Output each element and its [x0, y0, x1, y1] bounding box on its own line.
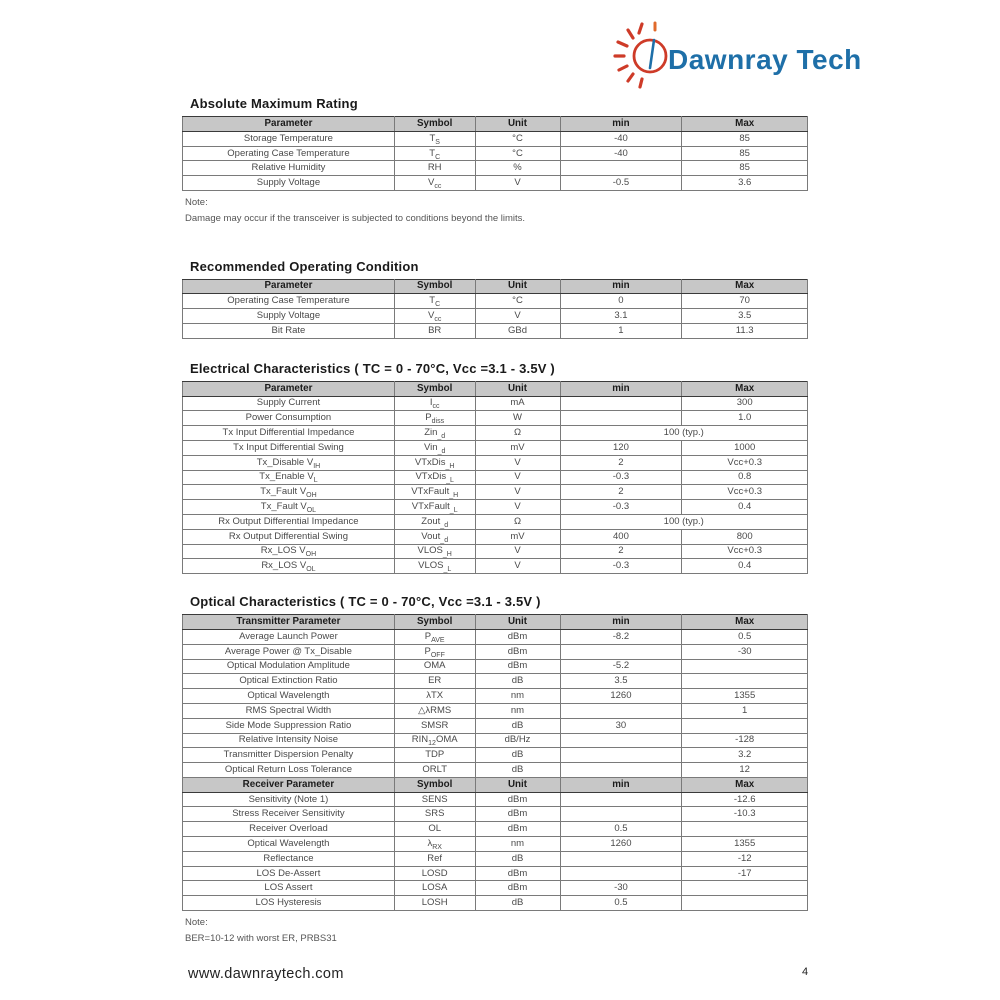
table-cell: 1260 [560, 689, 682, 704]
column-header: Parameter [183, 117, 395, 132]
table-cell: dB [475, 763, 560, 778]
table-cell: $RIN_{12}OMA$ [394, 733, 475, 748]
column-header: Unit [475, 279, 560, 294]
header-row [183, 615, 808, 630]
table-cell: λTX [394, 689, 475, 704]
table-row [183, 470, 808, 485]
table-cell: dBm [475, 629, 560, 644]
table-cell: V [475, 309, 560, 324]
table-cell: $P_{OFF}$ [394, 644, 475, 659]
table-cell: VTxFault$_{\_L}$ [394, 500, 475, 515]
table-notes [185, 196, 808, 226]
column-header: Symbol [394, 777, 475, 792]
table-cell: -128 [682, 733, 808, 748]
logo [612, 16, 862, 90]
table-cell: dBm [475, 644, 560, 659]
table-cell: Ω [475, 426, 560, 441]
table-cell: Tx_Enable $V_L$ [183, 470, 395, 485]
table-cell: 100 (typ.) [560, 514, 808, 529]
section-absolute-maximum-rating [182, 96, 808, 226]
table-cell: GBd [475, 323, 560, 338]
table-cell: -30 [682, 644, 808, 659]
table-cell: 1260 [560, 837, 682, 852]
table-cell: 400 [560, 529, 682, 544]
table-cell [560, 396, 682, 411]
table-cell: W [475, 411, 560, 426]
table-row [183, 807, 808, 822]
table-cell: Receiver Overload [183, 822, 395, 837]
table-cell: dB [475, 718, 560, 733]
table-cell: Vcc+0.3 [682, 485, 808, 500]
table-cell: LOSH [394, 896, 475, 911]
table-cell: 30 [560, 718, 682, 733]
table-cell: 3.2 [682, 748, 808, 763]
table-cell: SENS [394, 792, 475, 807]
table-cell: Supply Voltage [183, 176, 395, 191]
table-cell: TDP [394, 748, 475, 763]
header-row [183, 777, 808, 792]
table-cell: V [475, 559, 560, 574]
table-cell: -8.2 [560, 629, 682, 644]
table-cell: $VLOS_{\_L}$ [394, 559, 475, 574]
table-cell: Tx Input Differential Impedance [183, 426, 395, 441]
table-cell: 1 [560, 323, 682, 338]
section-title: Optical Characteristics ( TC = 0 - 70°C, Vcc =3.1 - 3.5V ) [190, 594, 541, 610]
optical-characteristics-table [182, 614, 808, 911]
column-header: min [560, 615, 682, 630]
table-cell [682, 674, 808, 689]
column-header: min [560, 279, 682, 294]
table-row [183, 440, 808, 455]
table-cell [560, 866, 682, 881]
table-cell: 0.8 [682, 470, 808, 485]
table-cell: OL [394, 822, 475, 837]
table-cell: Tx Input Differential Swing [183, 440, 395, 455]
column-header: Transmitter Parameter [183, 615, 395, 630]
table-cell: ER [394, 674, 475, 689]
table-cell: -5.2 [560, 659, 682, 674]
column-header: Parameter [183, 381, 395, 396]
column-header: min [560, 777, 682, 792]
table-row [183, 703, 808, 718]
table-cell: nm [475, 703, 560, 718]
table-cell: dBm [475, 822, 560, 837]
table-cell: 0 [560, 294, 682, 309]
table-row [183, 718, 808, 733]
table-row [183, 131, 808, 146]
table-cell: SMSR [394, 718, 475, 733]
table-cell: LOSD [394, 866, 475, 881]
column-header: Max [682, 117, 808, 132]
table-cell: 0.4 [682, 559, 808, 574]
column-header: Max [682, 381, 808, 396]
table-cell: Side Mode Suppression Ratio [183, 718, 395, 733]
table-cell: LOS De-Assert [183, 866, 395, 881]
table-cell: -0.3 [560, 470, 682, 485]
table-cell: △λRMS [394, 703, 475, 718]
table-cell [560, 792, 682, 807]
table-cell: VTxDis$_{\_H}$ [394, 455, 475, 470]
table-cell: OMA [394, 659, 475, 674]
table-cell: Average Power @ Tx_Disable [183, 644, 395, 659]
column-header: Symbol [394, 615, 475, 630]
table-row [183, 411, 808, 426]
table-cell: 0.5 [560, 822, 682, 837]
table-cell: $VLOS_{\_H}$ [394, 544, 475, 559]
table-cell: $P_{AVE}$ [394, 629, 475, 644]
table-cell [682, 896, 808, 911]
table-row [183, 294, 808, 309]
table-cell: VTxDis$_{\_L}$ [394, 470, 475, 485]
table-cell: $T_C$ [394, 294, 475, 309]
table-cell: 2 [560, 455, 682, 470]
table-cell: Rx_LOS $V_{OL}$ [183, 559, 395, 574]
table-cell: 300 [682, 396, 808, 411]
table-cell: V [475, 544, 560, 559]
table-cell: 85 [682, 146, 808, 161]
table-row [183, 629, 808, 644]
table-cell: Stress Receiver Sensitivity [183, 807, 395, 822]
table-cell: Rx Output Differential Impedance [183, 514, 395, 529]
header-row [183, 117, 808, 132]
table-cell [560, 161, 682, 176]
table-row [183, 176, 808, 191]
table-cell: Rx_LOS $V_{OH}$ [183, 544, 395, 559]
table-cell: Vout$_{\_d}$ [394, 529, 475, 544]
table-cell: dBm [475, 881, 560, 896]
table-cell: V [475, 500, 560, 515]
table-cell: mV [475, 529, 560, 544]
section-optical-characteristics [182, 594, 808, 946]
note-line: Damage may occur if the transceiver is subjected to conditions beyond the limits. [185, 213, 526, 225]
table-row [183, 822, 808, 837]
table-cell: mA [475, 396, 560, 411]
table-cell: $P_{diss}$ [394, 411, 475, 426]
table-cell: Optical Wavelength [183, 837, 395, 852]
section-title: Absolute Maximum Rating [190, 96, 358, 111]
electrical-characteristics-table [182, 381, 808, 574]
column-header: Unit [475, 777, 560, 792]
column-header: Parameter [183, 279, 395, 294]
table-cell: Relative Humidity [183, 161, 395, 176]
table-cell: Supply Voltage [183, 309, 395, 324]
table-cell: dB/Hz [475, 733, 560, 748]
table-cell: 1000 [682, 440, 808, 455]
table-row [183, 851, 808, 866]
column-header: min [560, 381, 682, 396]
table-cell: Vin$_{\_d}$ [394, 440, 475, 455]
table-cell: SRS [394, 807, 475, 822]
table-cell: Ω [475, 514, 560, 529]
table-cell [560, 851, 682, 866]
table-row [183, 529, 808, 544]
column-header: min [560, 117, 682, 132]
table-row [183, 881, 808, 896]
column-header: Unit [475, 117, 560, 132]
table-cell: dB [475, 748, 560, 763]
table-cell: Tx_Fault $V_{OH}$ [183, 485, 395, 500]
section-title: Electrical Characteristics ( TC = 0 - 70°C, Vcc =3.1 - 3.5V ) [190, 360, 555, 376]
page-number: 4 [802, 966, 809, 978]
table-cell: RH [394, 161, 475, 176]
table-cell [682, 659, 808, 674]
table-cell: Zin$_{\_d}$ [394, 426, 475, 441]
column-header: Max [682, 777, 808, 792]
section-electrical-characteristics [182, 361, 808, 574]
table-row [183, 426, 808, 441]
table-cell: 1 [682, 703, 808, 718]
table-cell: dBm [475, 792, 560, 807]
table-cell: V [475, 455, 560, 470]
table-cell: Rx Output Differential Swing [183, 529, 395, 544]
table-cell: V [475, 470, 560, 485]
column-header: Symbol [394, 279, 475, 294]
table-cell: Relative Intensity Noise [183, 733, 395, 748]
table-cell: 3.1 [560, 309, 682, 324]
table-cell: 100 (typ.) [560, 426, 808, 441]
table-cell: Bit Rate [183, 323, 395, 338]
table-cell: RMS Spectral Width [183, 703, 395, 718]
table-cell: Average Launch Power [183, 629, 395, 644]
column-header: Unit [475, 615, 560, 630]
table-row [183, 559, 808, 574]
table-cell: Optical Return Loss Tolerance [183, 763, 395, 778]
table-row [183, 500, 808, 515]
table-cell: -10.3 [682, 807, 808, 822]
table-cell: $T_C$ [394, 146, 475, 161]
table-cell: LOSA [394, 881, 475, 896]
table-row [183, 309, 808, 324]
table-cell: 2 [560, 485, 682, 500]
table-cell [682, 881, 808, 896]
table-cell [682, 718, 808, 733]
table-row [183, 455, 808, 470]
table-cell [560, 703, 682, 718]
table-notes [185, 916, 808, 946]
note-line: Note: [185, 196, 208, 208]
table-cell: % [475, 161, 560, 176]
table-cell: $\lambda_{RX}$ [394, 837, 475, 852]
column-header: Symbol [394, 117, 475, 132]
table-cell: -40 [560, 131, 682, 146]
table-row [183, 792, 808, 807]
absolute-maximum-rating-table [182, 116, 808, 191]
table-row [183, 837, 808, 852]
table-cell [560, 748, 682, 763]
table-cell: $I_{cc}$ [394, 396, 475, 411]
table-cell: nm [475, 689, 560, 704]
table-cell: 1355 [682, 837, 808, 852]
table-cell: 0.5 [560, 896, 682, 911]
table-cell: 11.3 [682, 323, 808, 338]
table-row [183, 689, 808, 704]
table-cell: 85 [682, 131, 808, 146]
table-cell: 800 [682, 529, 808, 544]
table-row [183, 323, 808, 338]
recommended-operating-condition-table [182, 279, 808, 339]
section-title: Recommended Operating Condition [190, 258, 419, 274]
table-cell [560, 644, 682, 659]
table-cell: dB [475, 896, 560, 911]
table-row [183, 748, 808, 763]
table-row [183, 396, 808, 411]
table-cell: $V_{cc}$ [394, 309, 475, 324]
table-cell: 0.5 [682, 629, 808, 644]
table-row [183, 644, 808, 659]
table-cell: Transmitter Dispersion Penalty [183, 748, 395, 763]
table-cell: 1.0 [682, 411, 808, 426]
table-cell: Power Consumption [183, 411, 395, 426]
table-row [183, 161, 808, 176]
table-cell: ORLT [394, 763, 475, 778]
table-cell: 3.5 [682, 309, 808, 324]
table-cell: Optical Extinction Ratio [183, 674, 395, 689]
note-line: BER=10-12 with worst ER, PRBS31 [185, 933, 337, 945]
table-cell: dBm [475, 659, 560, 674]
column-header: Max [682, 279, 808, 294]
table-cell: VTxFault$_{\_H}$ [394, 485, 475, 500]
column-header: Max [682, 615, 808, 630]
table-cell: dB [475, 851, 560, 866]
header-row [183, 279, 808, 294]
table-cell: 85 [682, 161, 808, 176]
footer-url: www.dawnraytech.com [188, 966, 344, 982]
table-cell [682, 822, 808, 837]
table-cell: -12 [682, 851, 808, 866]
table-cell: 3.6 [682, 176, 808, 191]
document-content [182, 96, 808, 949]
table-cell: 70 [682, 294, 808, 309]
table-row [183, 485, 808, 500]
table-cell: Optical Wavelength [183, 689, 395, 704]
table-cell: Zout$_{\_d}$ [394, 514, 475, 529]
table-row [183, 896, 808, 911]
table-cell: Storage Temperature [183, 131, 395, 146]
table-cell: Sensitivity (Note 1) [183, 792, 395, 807]
table-cell: -12.6 [682, 792, 808, 807]
table-cell: °C [475, 146, 560, 161]
table-cell: $V_{cc}$ [394, 176, 475, 191]
table-cell: BR [394, 323, 475, 338]
table-cell: Ref [394, 851, 475, 866]
table-cell: -0.3 [560, 559, 682, 574]
table-cell [560, 763, 682, 778]
table-cell: 120 [560, 440, 682, 455]
table-cell: -17 [682, 866, 808, 881]
table-cell: °C [475, 131, 560, 146]
table-cell: V [475, 485, 560, 500]
table-cell: -30 [560, 881, 682, 896]
table-row [183, 674, 808, 689]
column-header: Receiver Parameter [183, 777, 395, 792]
table-row [183, 733, 808, 748]
table-cell [560, 411, 682, 426]
logo-text: Dawnray Tech [668, 44, 862, 75]
table-cell: -0.3 [560, 500, 682, 515]
table-cell: 0.4 [682, 500, 808, 515]
table-cell: 2 [560, 544, 682, 559]
table-row [183, 763, 808, 778]
table-cell: LOS Hysteresis [183, 896, 395, 911]
table-cell: Tx_Disable $V_{IH}$ [183, 455, 395, 470]
table-cell: Vcc+0.3 [682, 455, 808, 470]
table-cell [560, 807, 682, 822]
table-cell: V [475, 176, 560, 191]
table-cell: Supply Current [183, 396, 395, 411]
table-cell: -40 [560, 146, 682, 161]
table-cell: LOS Assert [183, 881, 395, 896]
table-cell: $T_S$ [394, 131, 475, 146]
section-recommended-operating-condition [182, 259, 808, 339]
table-cell: 3.5 [560, 674, 682, 689]
table-cell: Tx_Fault $V_{OL}$ [183, 500, 395, 515]
table-cell: -0.5 [560, 176, 682, 191]
table-cell: Vcc+0.3 [682, 544, 808, 559]
header-row [183, 381, 808, 396]
table-cell: mV [475, 440, 560, 455]
table-cell: dB [475, 674, 560, 689]
table-cell: Operating Case Temperature [183, 294, 395, 309]
table-cell: Reflectance [183, 851, 395, 866]
table-row [183, 514, 808, 529]
table-cell: dBm [475, 866, 560, 881]
table-row [183, 146, 808, 161]
table-cell: dBm [475, 807, 560, 822]
table-cell: nm [475, 837, 560, 852]
table-row [183, 866, 808, 881]
table-cell: Optical Modulation Amplitude [183, 659, 395, 674]
table-cell: 1355 [682, 689, 808, 704]
table-cell [560, 733, 682, 748]
column-header: Symbol [394, 381, 475, 396]
table-cell: Operating Case Temperature [183, 146, 395, 161]
table-row [183, 544, 808, 559]
note-line: Note: [185, 917, 208, 929]
table-cell: °C [475, 294, 560, 309]
table-cell: 12 [682, 763, 808, 778]
column-header: Unit [475, 381, 560, 396]
table-row [183, 659, 808, 674]
